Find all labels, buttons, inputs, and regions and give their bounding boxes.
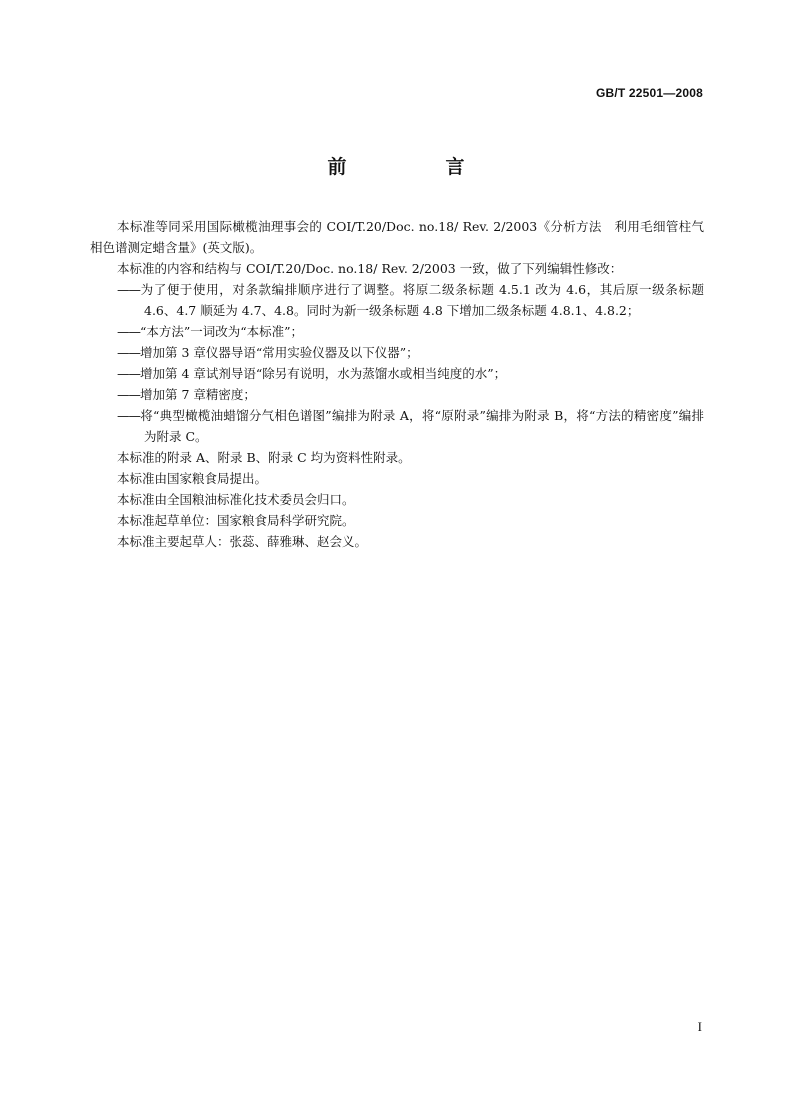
list-item: [90, 321, 704, 342]
list-item-text: 将“典型橄榄油蜡馏分气相色谱图”编排为附录 A，将“原附录”编排为附录 B，将“方法的精密度”编排为附录 C。: [140, 408, 704, 444]
list-item: [90, 363, 704, 384]
paragraph-drafting-unit: 本标准起草单位：国家粮食局科学研究院。: [117, 513, 355, 528]
paragraph-proposer: 本标准由国家粮食局提出。: [117, 471, 268, 486]
foreword-body: [90, 216, 704, 552]
page-title: 前 言: [327, 156, 505, 178]
dash-marker: ——: [117, 324, 140, 339]
list-item-text: 增加第 7 章精密度；: [140, 387, 256, 402]
list-item: [90, 279, 704, 321]
list-item: [90, 342, 704, 363]
dash-marker: ——: [117, 345, 140, 360]
standard-code: GB/T 22501—2008: [595, 86, 703, 100]
dash-marker: ——: [117, 408, 140, 423]
list-item-text: “本方法”一词改为“本标准”；: [140, 324, 304, 339]
page-number: I: [697, 1019, 702, 1034]
dash-marker: ——: [117, 366, 140, 381]
paragraph-adoption: 本标准等同采用国际橄榄油理事会的 COI/T.20/Doc. no.18/ Rev. 2/2003《分析方法 利用毛细管柱气相色谱测定蜡含量》(英文版)。: [90, 219, 704, 255]
list-item: [90, 384, 704, 405]
dash-marker: ——: [117, 387, 140, 402]
list-item-text: 增加第 4 章试剂导语“除另有说明，水为蒸馏水或相当纯度的水”；: [140, 366, 507, 381]
paragraph-committee: 本标准由全国粮油标准化技术委员会归口。: [117, 492, 355, 507]
paragraph-annex: 本标准的附录 A、附录 B、附录 C 均为资料性附录。: [117, 450, 411, 465]
list-item-text: 为了便于使用，对条款编排顺序进行了调整。将原二级条标题 4.5.1 改为 4.6，其后原一级条标题 4.6、4.7 顺延为 4.7、4.8。同时为新一级条标题 4.8 下增加二级条标题 4.8.1、4.8.2；: [140, 282, 704, 318]
dash-marker: ——: [117, 282, 140, 297]
list-item: [90, 405, 704, 447]
list-item-text: 增加第 3 章仪器导语“常用实验仪器及以下仪器”；: [140, 345, 419, 360]
paragraph-modifications: 本标准的内容和结构与 COI/T.20/Doc. no.18/ Rev. 2/2003 一致，做了下列编辑性修改：: [117, 261, 623, 276]
paragraph-drafters: 本标准主要起草人：张蕊、薛雅琳、赵会义。: [117, 534, 368, 549]
